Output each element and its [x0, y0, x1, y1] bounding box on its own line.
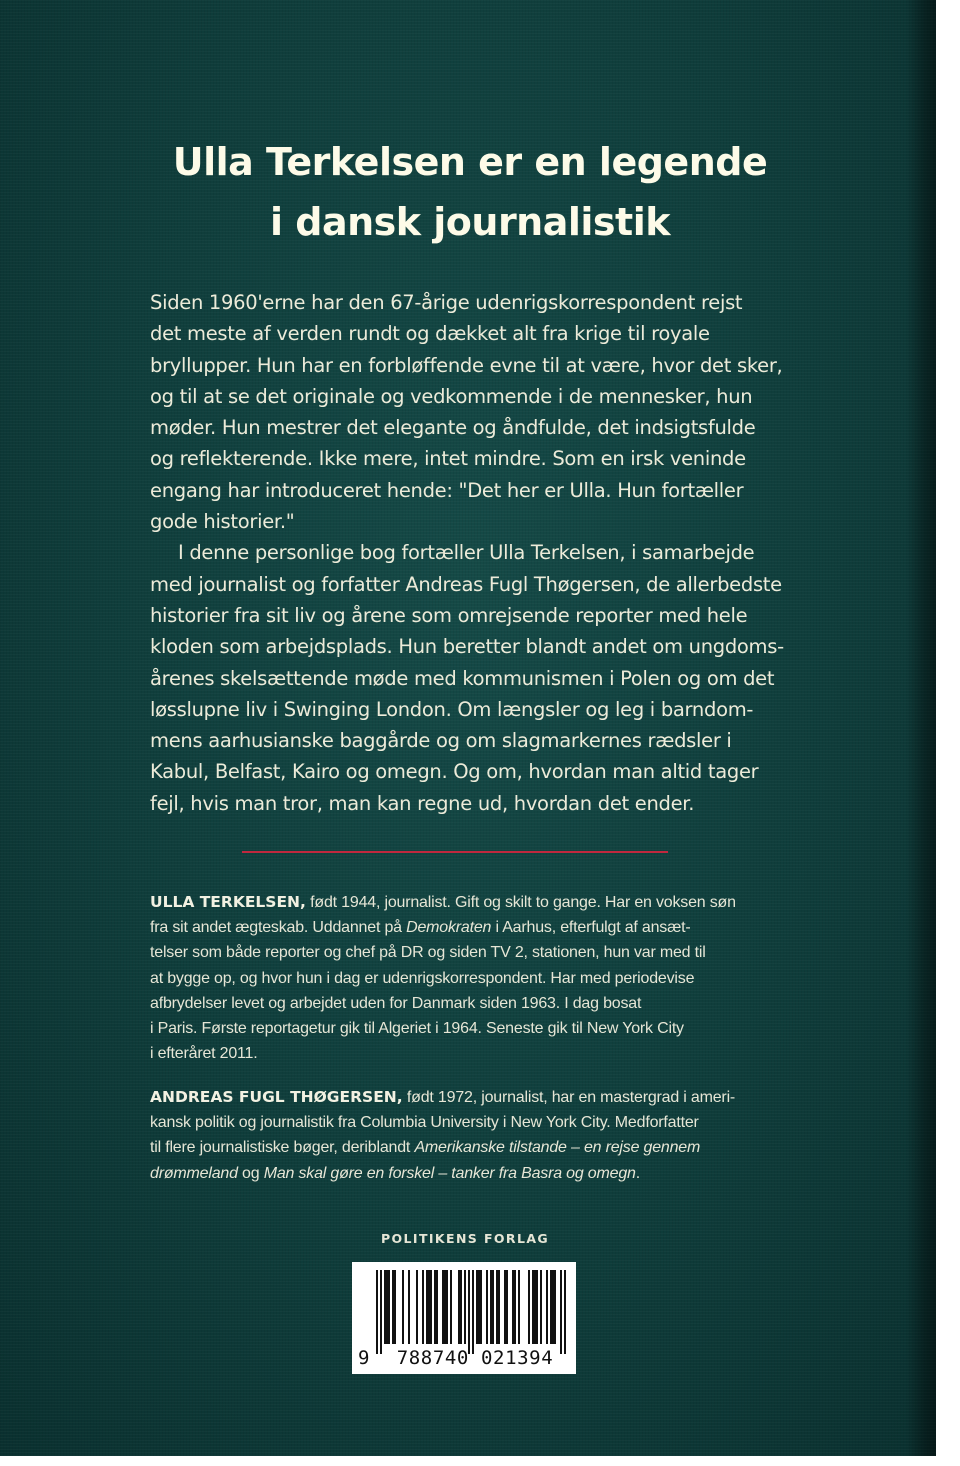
blurb-line: med journalist og forfatter Andreas Fugl Thøgersen, de allerbedste: [150, 572, 782, 596]
barcode-bar: [496, 1270, 498, 1344]
barcode-bar: [376, 1270, 378, 1354]
blurb-line: årenes skelsættende møde med kommunismen i Polen og om det: [150, 666, 775, 690]
barcode-bar: [392, 1270, 394, 1344]
barcode-bar: [434, 1270, 436, 1344]
barcode-bar: [472, 1270, 474, 1354]
blurb-paragraph-1: [150, 287, 790, 537]
bio-line: telser som både reporter og chef på DR og siden TV 2, stationen, hun var med til: [150, 944, 706, 962]
author-bio-andreas-fugl-thogersen: [150, 1085, 790, 1186]
barcode-bar: [554, 1270, 556, 1344]
barcode-bar: [490, 1270, 492, 1344]
bio-text: i Aarhus, efterfulgt af ansæt-: [491, 919, 691, 937]
blurb-line: gode historier.": [150, 510, 295, 534]
blurb-line: og reflekterende. Ikke mere, intet mindre. Som en irsk veninde: [150, 447, 746, 471]
barcode-bar: [430, 1270, 432, 1344]
barcode-bar: [388, 1270, 390, 1344]
blurb-line: Siden 1960'erne har den 67-årige udenrigskorrespondent rejst: [150, 291, 743, 314]
bio-italic-title: drømmeland: [150, 1164, 238, 1182]
headline-line-1: Ulla Terkelsen er en legende: [172, 140, 768, 184]
bio-italic-title: Demokraten: [406, 919, 492, 937]
barcode-bar: [442, 1270, 444, 1344]
blurb-line: det meste af verden rundt og dækket alt fra krige til royale: [150, 322, 710, 346]
barcode-bar: [416, 1270, 418, 1344]
barcode-bar: [546, 1270, 548, 1344]
barcode-bar: [512, 1270, 514, 1344]
barcode-bar: [560, 1270, 562, 1354]
bio-italic-title: Man skal gøre en forskel – tanker fra Basra og omegn: [263, 1164, 636, 1182]
barcode-bar: [394, 1270, 396, 1344]
barcode-bar: [428, 1270, 430, 1344]
barcode-bar: [444, 1270, 446, 1344]
barcode-bar: [402, 1270, 404, 1344]
bio-line: [150, 1085, 790, 1110]
blurb-line: historier fra sit liv og årene som omrejsende reporter med hele: [150, 603, 748, 627]
bio-line: i Paris. Første reportagetur gik til Algeriet i 1964. Seneste gik til New York City: [150, 1020, 684, 1038]
barcode-bar: [550, 1270, 552, 1344]
barcode-bar: [458, 1270, 460, 1344]
barcode-bar: [514, 1270, 516, 1344]
cover-headline: [120, 132, 820, 252]
barcode-bar: [468, 1270, 470, 1354]
bio-text: til flere journalistiske bøger, deriblandt: [150, 1139, 415, 1157]
barcode-bar: [450, 1270, 452, 1344]
blurb-line: bryllupper. Hun har en forbløffende evne til at være, hvor det sker,: [150, 353, 783, 377]
bio-text: født 1972, journalist, har en mastergrad i ameri-: [402, 1089, 736, 1106]
blurb-paragraph-2: [150, 537, 790, 819]
blurb-line: engang har introduceret hende: "Det her er Ulla. Hun fortæller: [150, 478, 744, 502]
barcode-bar: [486, 1270, 488, 1344]
publisher-name: POLITIKENS FORLAG: [380, 1231, 550, 1246]
barcode-bar: [422, 1270, 424, 1344]
author-bio-ulla-terkelsen: [150, 890, 790, 1066]
barcode-bar: [464, 1270, 466, 1344]
barcode-bar: [534, 1270, 536, 1344]
barcode-bar: [436, 1270, 438, 1344]
barcode-bar: [476, 1270, 478, 1344]
blurb-line: møder. Hun mestrer det elegante og åndfulde, det indsigtsfulde: [150, 416, 756, 440]
barcode-bar: [446, 1270, 448, 1344]
barcode-bar: [552, 1270, 554, 1344]
barcode-bar: [540, 1270, 542, 1344]
isbn-digits: 788740 021394: [396, 1347, 554, 1369]
cover-edge-shadow: [906, 0, 936, 1456]
blurb-line: løsslupne liv i Swinging London. Om længsler og leg i barndom-: [150, 697, 754, 721]
blurb-line: kloden som arbejdsplads. Hun beretter blandt andet om ungdoms-: [150, 635, 784, 659]
headline-line-2: i dansk journalistik: [269, 200, 671, 244]
bio-line: kansk politik og journalistik fra Columbia University i New York City. Medforfatter: [150, 1114, 699, 1132]
barcode-bar: [426, 1270, 428, 1344]
barcode-bar: [536, 1270, 538, 1344]
blurb-line: fejl, hvis man tror, man kan regne ud, hvordan det ender.: [150, 791, 695, 815]
bio-text: .: [635, 1164, 640, 1182]
author-name: ULLA TERKELSEN,: [150, 893, 306, 911]
blurb-line: og til at se det originale og vedkommende i de mennesker, hun: [150, 384, 753, 408]
barcode-bar: [384, 1270, 386, 1344]
barcode-bar: [506, 1270, 508, 1344]
bio-line: [150, 1161, 790, 1186]
bio-line: [150, 890, 790, 915]
blurb-text: [150, 287, 790, 819]
bio-italic-title: Amerikanske tilstande – en rejse gennem: [414, 1139, 701, 1157]
blurb-line: Kabul, Belfast, Kairo og omegn. Og om, hvordan man altid tager: [150, 760, 759, 784]
barcode-bar: [386, 1270, 388, 1344]
barcode-bar: [498, 1270, 500, 1344]
isbn-barcode: [352, 1262, 576, 1374]
barcode-bar: [528, 1270, 530, 1344]
barcode-bar: [408, 1270, 410, 1344]
barcode-bar: [380, 1270, 382, 1354]
bio-text: fra sit andet ægteskab. Uddannet på: [150, 919, 407, 937]
bio-line: at bygge op, og hvor hun i dag er udenrigskorrespondent. Har med periodevise: [150, 969, 695, 987]
barcode-bar: [480, 1270, 482, 1344]
barcode-bar: [532, 1270, 534, 1344]
bio-line: afbrydelser levet og arbejdet uden for Danmark siden 1963. I dag bosat: [150, 994, 642, 1012]
barcode-bar: [518, 1270, 520, 1344]
barcode-bar: [478, 1270, 480, 1344]
bio-text: og: [237, 1164, 264, 1182]
red-divider-rule: [242, 851, 668, 853]
barcode-bar: [492, 1270, 494, 1344]
barcode-bar: [460, 1270, 462, 1344]
bio-line: i efteråret 2011.: [150, 1045, 258, 1063]
isbn-leading-digit: 9: [358, 1347, 370, 1369]
bio-line: [150, 915, 790, 940]
bio-text: født 1944, journalist. Gift og skilt to gange. Har en voksen søn: [305, 894, 736, 911]
blurb-line: I denne personlige bog fortæller Ulla Terkelsen, i samarbejde: [178, 541, 755, 565]
barcode-bar: [504, 1270, 506, 1344]
author-name: ANDREAS FUGL THØGERSEN,: [150, 1088, 403, 1106]
blurb-line: mens aarhusianske baggårde og om slagmarkernes rædsler i: [150, 729, 732, 753]
barcode-bar: [564, 1270, 566, 1354]
bio-line: [150, 1135, 790, 1160]
